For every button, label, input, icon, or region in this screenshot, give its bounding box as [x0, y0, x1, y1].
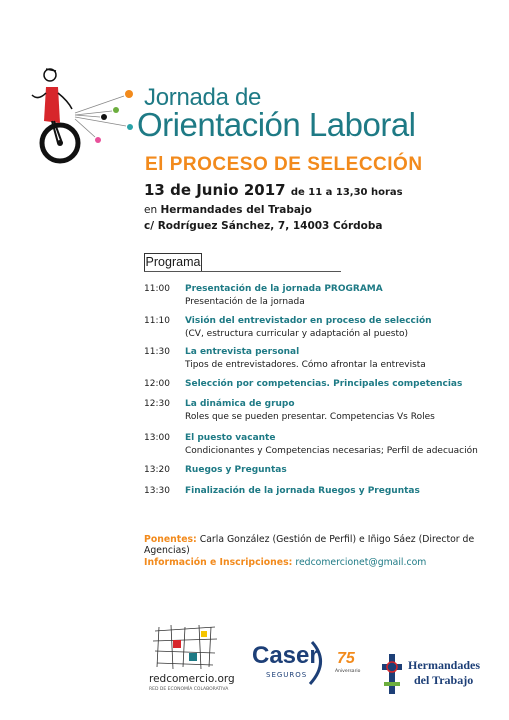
ponentes-line [144, 534, 509, 556]
event-date-line [144, 181, 403, 199]
info-label: Información e Inscripciones: [144, 557, 293, 568]
info-email-link[interactable]: redcomercionet@gmail.com [295, 557, 427, 568]
redcomercio-grid-icon [145, 623, 235, 671]
info-line [144, 557, 426, 568]
programa-underline [144, 271, 341, 272]
program-time: 12:30 [144, 399, 170, 409]
program-title: Ruegos y Preguntas [185, 465, 287, 475]
program-title: El puesto vacante [185, 433, 276, 443]
program-title: Selección por competencias. Principales competencias [185, 379, 463, 389]
program-time: 13:20 [144, 465, 170, 475]
program-title: Visión del entrevistador en proceso de selección [185, 316, 432, 326]
hermandades-logo [380, 650, 500, 700]
program-desc: (CV, estructura curricular y adaptación al puesto) [185, 329, 408, 339]
anniversary-number: 75 [337, 650, 355, 667]
ponentes-text: Carla González (Gestión de Perfil) e Iñigo Sáez (Director de Agencias) [144, 534, 475, 556]
venue-name: Hermandades del Trabajo [160, 204, 312, 216]
program-desc: Condicionantes y Competencias necesarias; Perfil de adecuación [185, 446, 478, 456]
hermandades-line-2: del Trabajo [414, 673, 474, 687]
program-time: 11:00 [144, 284, 170, 294]
program-title: Presentación de la jornada PROGRAMA [185, 284, 383, 294]
program-time: 11:30 [144, 347, 170, 357]
program-title: La entrevista personal [185, 347, 300, 357]
program-title: La dinámica de grupo [185, 399, 295, 409]
redcomercio-logo [145, 623, 235, 693]
anniversary-label: Aniversario [335, 669, 361, 674]
redcomercio-name: redcomercio.org [149, 673, 235, 685]
program-desc: Roles que se pueden presentar. Competencias Vs Roles [185, 412, 435, 422]
program-title: Finalización de la jornada Ruegos y Preguntas [185, 486, 420, 496]
anniversary-logo [333, 650, 373, 680]
event-hours: de 11 a 13,30 horas [290, 187, 403, 198]
venue-line [144, 204, 312, 216]
programa-heading: Programa [144, 253, 202, 272]
program-time: 11:10 [144, 316, 170, 326]
unicyclist-illustration [20, 65, 140, 175]
ponentes-label: Ponentes: [144, 534, 197, 545]
venue-prefix: en [144, 204, 158, 216]
program-time: 13:00 [144, 433, 170, 443]
hermandades-line-1: Hermandades [408, 658, 480, 672]
title-line-2: Orientación Laboral [137, 106, 416, 143]
redcomercio-tagline: RED DE ECONOMÍA COLABORATIVA [149, 687, 229, 692]
caser-name: Caser [252, 642, 319, 669]
event-date: 13 de Junio 2017 [144, 181, 286, 199]
title-line-1: Jornada de [144, 84, 262, 111]
subtitle: El PROCESO DE SELECCIÓN [145, 154, 423, 175]
caser-sub: SEGUROS [266, 671, 308, 679]
program-time: 13:30 [144, 486, 170, 496]
program-time: 12:00 [144, 379, 170, 389]
hermandades-cross-icon [380, 652, 404, 696]
venue-address: c/ Rodríguez Sánchez, 7, 14003 Córdoba [144, 220, 383, 232]
caser-logo [250, 640, 325, 690]
program-desc: Tipos de entrevistadores. Cómo afrontar la entrevista [185, 360, 426, 370]
program-desc: Presentación de la jornada [185, 297, 305, 307]
